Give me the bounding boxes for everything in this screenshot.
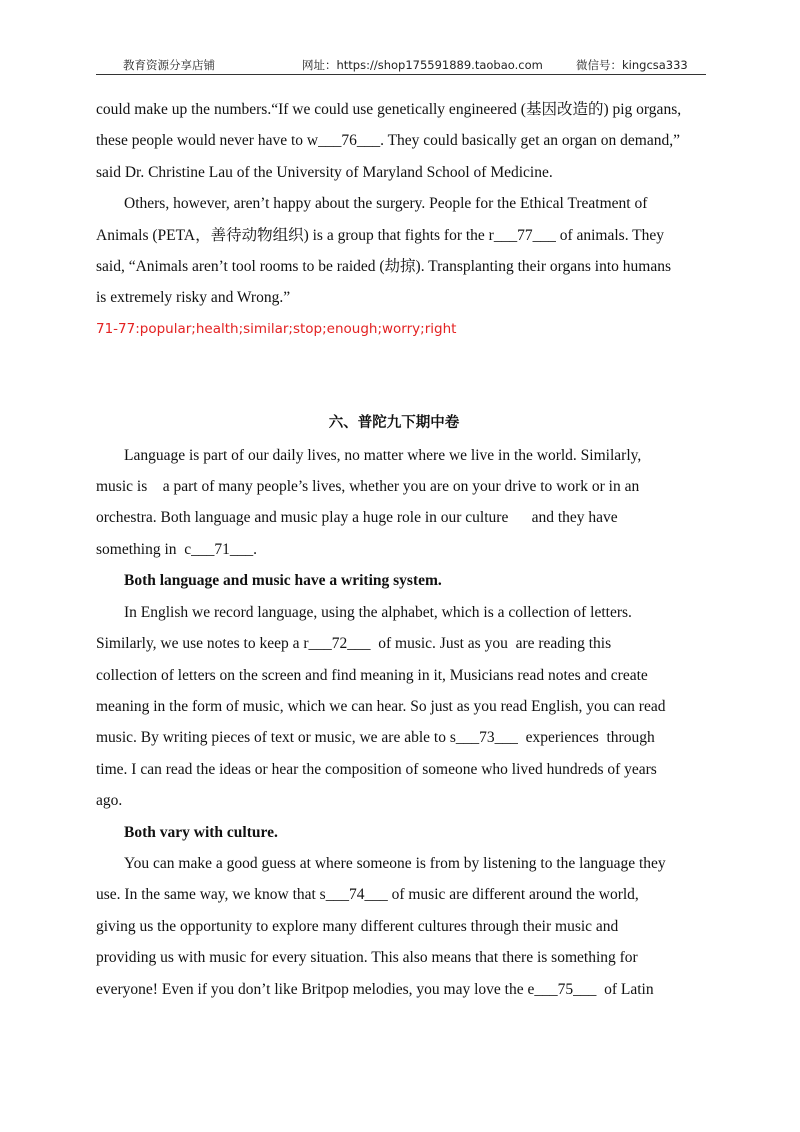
text-line: ago. [96,792,123,810]
text-line: orchestra. Both language and music play a huge role in our culture and they have [96,509,618,527]
text-line: giving us the opportunity to explore many different cultures through their music and [96,917,619,935]
text-line: providing us with music for every situation. This also means that there is something for [96,949,638,967]
text-line: You can make a good guess at where someone is from by listening to the language they [124,854,666,872]
header-shop-url: 网址：https://shop175591889.taobao.com [302,58,543,72]
text-line: said, “Animals aren’t tool rooms to be raided (劫掠). Transplanting their organs into humans [96,258,671,276]
text-line: everyone! Even if you don’t like Britpop melodies, you may love the e___75___ of Latin [96,980,654,998]
text-line: meaning in the form of music, which we can hear. So just as you read English, you can read [96,697,666,715]
answer-key: 71-77:popular;health;similar;stop;enough;worry;right [96,320,457,337]
header-wechat-id: 微信号：kingcsa333 [576,58,688,72]
page-header [96,57,706,75]
document-body [96,94,692,1005]
text-line: these people would never have to w___76___. They could basically get an organ on demand,” [96,132,680,150]
text-line: Others, however, aren’t happy about the surgery. People for the Ethical Treatment of [124,195,648,213]
text-line: Language is part of our daily lives, no matter where we live in the world. Similarly, [124,446,642,464]
text-line: music. By writing pieces of text or music, we are able to s___73___ experiences through [96,729,655,747]
text-line: Similarly, we use notes to keep a r___72___ of music. Just as you are reading this [96,635,612,653]
text-line: time. I can read the ideas or hear the composition of someone who lived hundreds of years [96,760,657,778]
text-line: could make up the numbers.“If we could use genetically engineered (基因改造的) pig organs, [96,101,682,118]
text-line: said Dr. Christine Lau of the University of Maryland School of Medicine. [96,163,553,181]
text-line: collection of letters on the screen and find meaning in it, Musicians read notes and create [96,666,648,684]
header-shop-name: 教育资源分享店铺 [123,58,215,72]
text-line: use. In the same way, we know that s___74___ of music are different around the world, [96,886,639,904]
section-title: 六、普陀九下期中卷 [328,415,460,432]
header-rule [96,74,706,75]
subheading: Both vary with culture. [124,823,278,841]
text-line: In English we record language, using the alphabet, which is a collection of letters. [124,603,632,621]
text-line: is extremely risky and Wrong.” [96,289,291,307]
text-line: music is a part of many people’s lives, whether you are on your drive to work or in an [96,478,640,496]
text-line: something in c___71___. [96,540,258,558]
subheading: Both language and music have a writing system. [124,572,442,590]
section-gap [96,345,692,408]
text-line: Animals (PETA，善待动物组织) is a group that fights for the r___77___ of animals. They [96,226,665,244]
